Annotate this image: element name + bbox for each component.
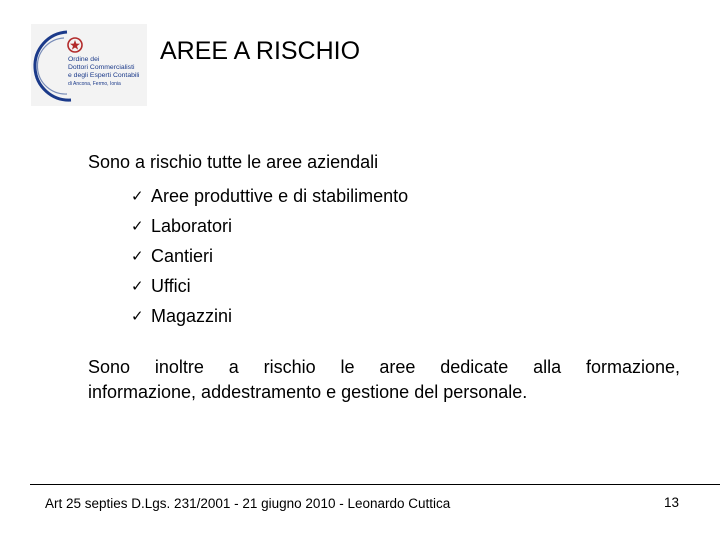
checkmark-icon: ✓ [131, 277, 144, 295]
logo-text-line4: di Ancona, Fermo, Ionia [68, 81, 121, 87]
paragraph-line-1: Sono inoltre a rischio le aree dedicate alla formazione, [88, 357, 680, 377]
list-item [131, 211, 408, 241]
logo-text-line2: Dottori Commercialisti [68, 64, 135, 71]
list-item [131, 181, 408, 211]
checkmark-icon: ✓ [131, 217, 144, 235]
star-emblem-icon [68, 38, 82, 52]
logo [31, 24, 147, 106]
footer-divider [30, 484, 720, 485]
paragraph-line-2: informazione, addestramento e gestione del personale. [88, 382, 528, 402]
footer-citation: Art 25 septies D.Lgs. 231/2001 - 21 giugno 2010 - Leonardo Cuttica [45, 496, 451, 511]
logo-text-line1: Ordine dei [68, 56, 100, 63]
page-number: 13 [664, 495, 680, 510]
logo-text-line3: e degli Esperti Contabili [68, 72, 140, 79]
list-item [131, 301, 408, 331]
intro-text: Sono a rischio tutte le aree aziendali [88, 152, 379, 172]
list-item [131, 271, 408, 301]
list-item-label: Cantieri [151, 246, 214, 266]
list-item [131, 241, 408, 271]
list-item-label: Uffici [151, 276, 191, 296]
logo-graphic [31, 24, 147, 106]
slide-title: AREE A RISCHIO [160, 37, 361, 65]
list-item-label: Aree produttive e di stabilimento [151, 186, 409, 206]
area-checklist [131, 181, 408, 331]
checkmark-icon: ✓ [131, 247, 144, 265]
checkmark-icon: ✓ [131, 307, 144, 325]
body-paragraph [88, 355, 680, 405]
list-item-label: Laboratori [151, 216, 233, 236]
checkmark-icon: ✓ [131, 187, 144, 205]
list-item-label: Magazzini [151, 306, 233, 326]
